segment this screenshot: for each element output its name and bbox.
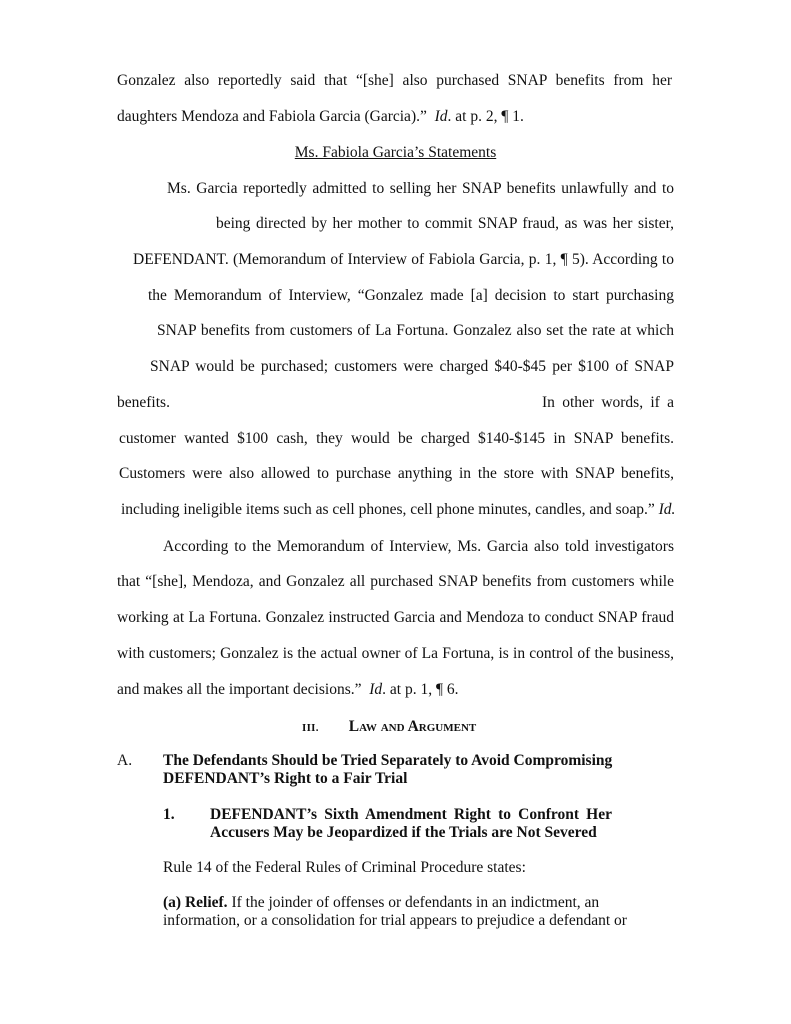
body-text-line: In other words, if a [542, 394, 674, 411]
citation-id: Id [369, 681, 383, 698]
body-text-line [117, 681, 459, 699]
body-text-line: SNAP would be purchased; customers were charged $40-$45 per $100 of SNAP [150, 358, 674, 375]
body-text-line [117, 108, 524, 126]
body-text-line: Gonzalez also reportedly said that “[she] also purchased SNAP benefits from her [117, 72, 672, 89]
body-text-line: customer wanted $100 cash, they would be charged $140-$145 in SNAP benefits. [119, 430, 674, 447]
body-text-line: working at La Fortuna. Gonzalez instructed Garcia and Mendoza to conduct SNAP fraud [117, 609, 674, 626]
heading-1 [210, 806, 612, 842]
section-heading [302, 718, 476, 737]
heading-line: The Defendants Should be Tried Separately to Avoid Compromising [163, 752, 613, 769]
body-text-line: that “[she], Mendoza, and Gonzalez all purchased SNAP benefits from customers while [117, 573, 674, 590]
heading-label: 1. [163, 806, 175, 823]
text-span: . at p. 1, ¶ 6. [382, 681, 459, 698]
text-span: If the joinder of offenses or defendants in an indictment, an [227, 894, 600, 911]
body-text-line: SNAP benefits from customers of La Fortuna. Gonzalez also set the rate at which [157, 322, 674, 339]
body-text-line: being directed by her mother to commit SNAP fraud, as was her sister, [216, 215, 674, 232]
heading-label: A. [117, 752, 133, 769]
heading-line: DEFENDANT’s Sixth Amendment Right to Confront Her [210, 806, 612, 823]
body-text-line: Rule 14 of the Federal Rules of Criminal Procedure states: [163, 859, 526, 876]
block-quote-line [163, 894, 599, 912]
body-text-line: DEFENDANT. (Memorandum of Interview of Fabiola Garcia, p. 1, ¶ 5). According to [133, 251, 674, 268]
subheading: Ms. Fabiola Garcia’s Statements [294, 144, 497, 161]
body-text-line: According to the Memorandum of Interview, Ms. Garcia also told investigators [163, 538, 674, 555]
text-span: including ineligible items such as cell phones, cell phone minutes, candles, and soap.” [121, 501, 655, 518]
body-text-line: benefits. [117, 394, 170, 411]
quote-label: (a) Relief. [163, 894, 228, 911]
body-text-line: Customers were also allowed to purchase anything in the store with SNAP benefits, [119, 465, 674, 482]
text-span: and makes all the important decisions.” [117, 681, 362, 698]
body-text-line: Ms. Garcia reportedly admitted to selling her SNAP benefits unlawfully and to [167, 180, 674, 197]
text-span: . at p. 2, ¶ 1. [447, 108, 524, 125]
section-number: III. [302, 722, 319, 734]
text-span: daughters Mendoza and Fabiola Garcia (Garcia).” [117, 108, 427, 125]
heading-a [163, 752, 612, 788]
body-text-line: with customers; Gonzalez is the actual owner of La Fortuna, is in control of the business, [117, 645, 674, 662]
section-title: Law and Argument [348, 718, 477, 735]
heading-line: DEFENDANT’s Right to a Fair Trial [163, 770, 408, 787]
citation-id: Id. [658, 501, 676, 518]
heading-line: Accusers May be Jeopardized if the Trials are Not Severed [210, 824, 597, 841]
body-text-line: the Memorandum of Interview, “Gonzalez made [a] decision to start purchasing [148, 287, 674, 304]
citation-id: Id [434, 108, 448, 125]
body-text-line [121, 501, 674, 519]
block-quote-line: information, or a consolidation for trial appears to prejudice a defendant or [163, 912, 627, 929]
